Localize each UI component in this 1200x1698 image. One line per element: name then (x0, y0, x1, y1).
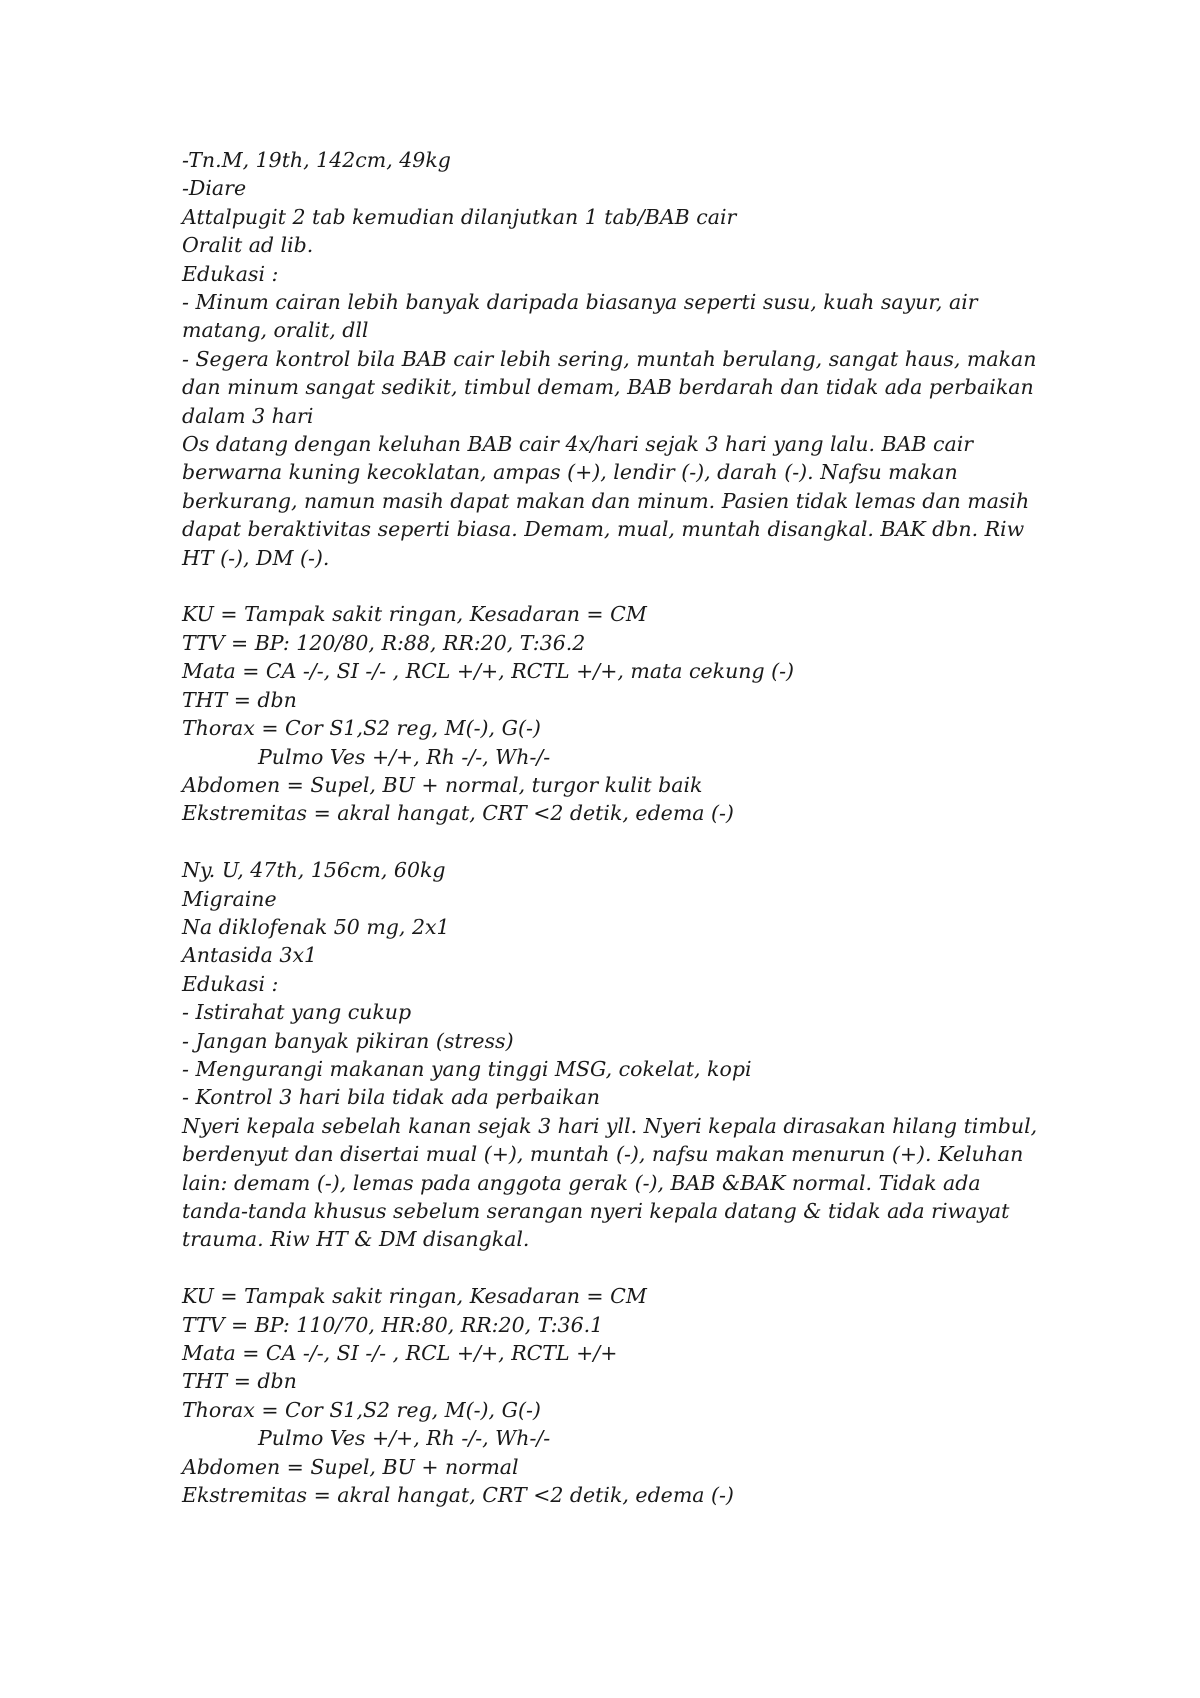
paragraph-gap (182, 828, 1042, 856)
case-2-education-line: - Istirahat yang cukup (182, 1000, 412, 1025)
case-2-therapy-2: Antasida 3x1 (182, 943, 318, 968)
case-1-anamnesis-line: berkurang, namun masih dapat makan dan minum. Pasien tidak lemas dan masih (182, 488, 1030, 513)
case-1-anamnesis-line: Os datang dengan keluhan BAB cair 4x/hari sejak 3 hari yang lalu. BAB cair (182, 432, 974, 457)
case-1-exam-pulmo: Pulmo Ves +/+, Rh -/-, Wh-/- (258, 744, 551, 769)
case-2-anamnesis-line: trauma. Riw HT & DM disangkal. (182, 1227, 530, 1252)
case-1-education-line: matang, oralit, dll (182, 318, 369, 343)
case-2-exam-mata: Mata = CA -/-, SI -/- , RCL +/+, RCTL +/+ (182, 1341, 618, 1366)
case-1-exam-mata: Mata = CA -/-, SI -/- , RCL +/+, RCTL +/+, mata cekung (-) (182, 659, 795, 684)
case-2-anamnesis-line: Nyeri kepala sebelah kanan sejak 3 hari yll. Nyeri kepala dirasakan hilang timbul, (182, 1113, 1038, 1138)
case-2-anamnesis-line: lain: demam (-), lemas pada anggota gerak (-), BAB &BAK normal. Tidak ada (182, 1170, 981, 1195)
case-2-patient-id: Ny. U, 47th, 156cm, 60kg (182, 858, 446, 883)
case-1-history (182, 146, 1042, 572)
case-1-exam-abdomen: Abdomen = Supel, BU + normal, turgor kulit baik (182, 772, 703, 797)
document-body (182, 146, 1042, 1509)
case-2-anamnesis-line: tanda-tanda khusus sebelum serangan nyeri kepala datang & tidak ada riwayat (182, 1199, 1010, 1223)
case-1-exam-ttv: TTV = BP: 120/80, R:88, RR:20, T:36.2 (182, 630, 586, 655)
case-1-diagnosis: -Diare (182, 176, 247, 201)
case-2-diagnosis: Migraine (182, 886, 277, 911)
case-2-exam-ku: KU = Tampak sakit ringan, Kesadaran = CM (182, 1284, 647, 1309)
case-1-exam-ku: KU = Tampak sakit ringan, Kesadaran = CM (182, 602, 647, 627)
case-2-education-heading: Edukasi : (182, 971, 279, 996)
case-1-education-line: - Minum cairan lebih banyak daripada biasanya seperti susu, kuah sayur, air (182, 290, 978, 315)
case-2-exam-thorax: Thorax = Cor S1,S2 reg, M(-), G(-) (182, 1397, 541, 1422)
case-1-anamnesis-line: HT (-), DM (-). (182, 545, 330, 570)
case-1-exam-thorax: Thorax = Cor S1,S2 reg, M(-), G(-) (182, 716, 541, 741)
case-1-education-line: dan minum sangat sedikit, timbul demam, BAB berdarah dan tidak ada perbaikan (182, 375, 1034, 400)
case-2-exam-tht: THT = dbn (182, 1369, 297, 1394)
case-1-anamnesis-line: dapat beraktivitas seperti biasa. Demam, mual, muntah disangkal. BAK dbn. Riw (182, 517, 1025, 542)
case-2-exam-abdomen: Abdomen = Supel, BU + normal (182, 1454, 519, 1479)
case-1-therapy-2: Oralit ad lib. (182, 233, 314, 258)
paragraph-gap (182, 1254, 1042, 1282)
paragraph-gap (182, 572, 1042, 600)
case-2-education-line: - Kontrol 3 hari bila tidak ada perbaikan (182, 1085, 600, 1110)
case-2-exam-ttv: TTV = BP: 110/70, HR:80, RR:20, T:36.1 (182, 1312, 604, 1337)
case-1-education-line: - Segera kontrol bila BAB cair lebih sering, muntah berulang, sangat haus, makan (182, 346, 1037, 371)
case-1-exam-ekstremitas: Ekstremitas = akral hangat, CRT <2 detik, edema (-) (182, 801, 734, 826)
case-2-education-line: - Jangan banyak pikiran (stress) (182, 1028, 514, 1053)
case-2-anamnesis-line: berdenyut dan disertai mual (+), muntah (-), nafsu makan menurun (+). Keluhan (182, 1142, 1024, 1167)
case-2-exam-ekstremitas: Ekstremitas = akral hangat, CRT <2 detik, edema (-) (182, 1483, 734, 1508)
case-1-education-heading: Edukasi : (182, 261, 279, 286)
case-1-therapy-1: Attalpugit 2 tab kemudian dilanjutkan 1 tab/BAB cair (182, 204, 737, 229)
case-2-physical-exam (182, 1282, 1042, 1509)
case-2-history (182, 856, 1042, 1254)
case-1-exam-tht: THT = dbn (182, 687, 297, 712)
case-2-therapy-1: Na diklofenak 50 mg, 2x1 (182, 914, 450, 939)
case-1-patient-id: -Tn.M, 19th, 142cm, 49kg (182, 148, 451, 172)
case-1-education-line: dalam 3 hari (182, 403, 314, 428)
case-2-exam-pulmo: Pulmo Ves +/+, Rh -/-, Wh-/- (258, 1426, 551, 1451)
case-2-education-line: - Mengurangi makanan yang tinggi MSG, cokelat, kopi (182, 1056, 752, 1081)
case-1-physical-exam (182, 600, 1042, 827)
case-1-anamnesis-line: berwarna kuning kecoklatan, ampas (+), lendir (-), darah (-). Nafsu makan (182, 460, 958, 485)
